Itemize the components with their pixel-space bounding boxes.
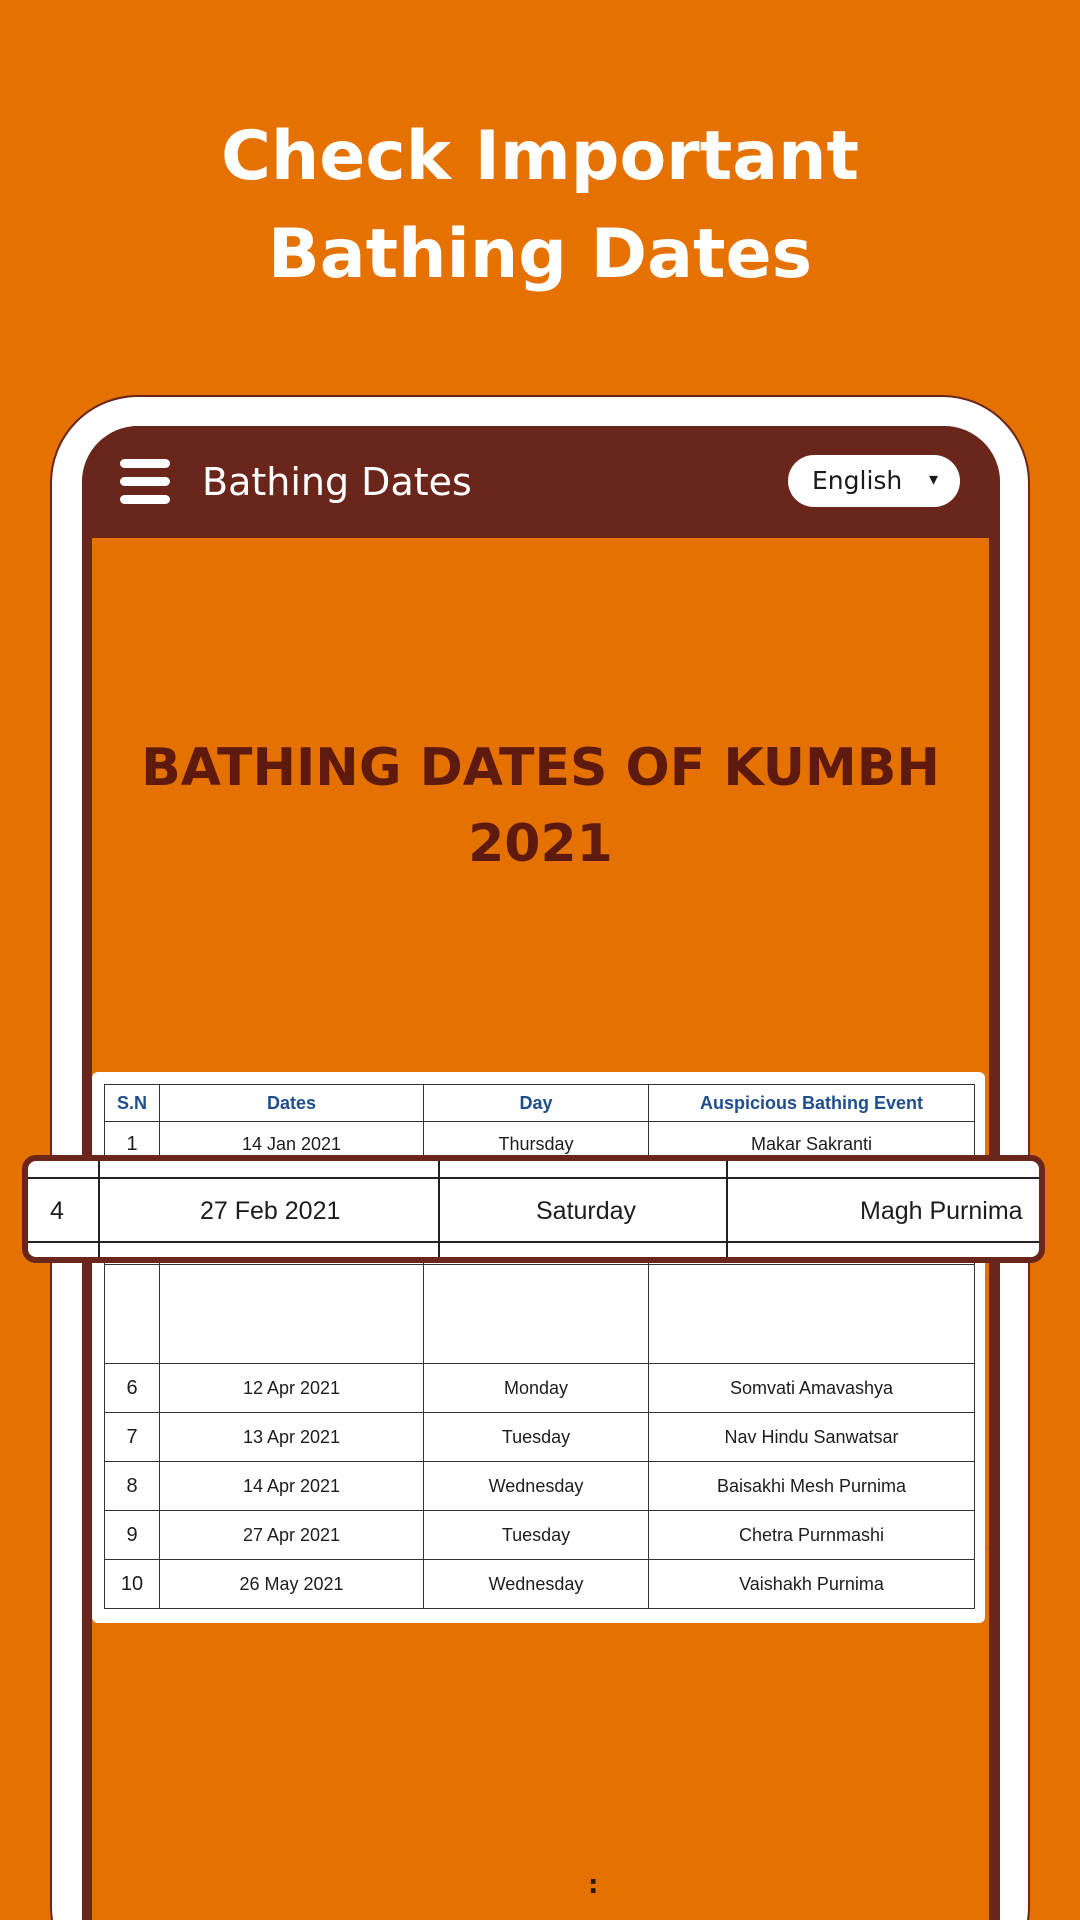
table-row (105, 1560, 975, 1609)
promo-headline (0, 108, 1080, 304)
cell-event: Chetra Purnmashi (649, 1511, 975, 1560)
column-divider (726, 1161, 728, 1257)
highlight-cell-sn: 4 (50, 1197, 64, 1225)
cell-event: Vaishakh Purnima (649, 1560, 975, 1609)
cell-sn: 10 (105, 1560, 160, 1609)
header-event: Auspicious Bathing Event (649, 1085, 975, 1122)
cell-day: Thursday (424, 1122, 649, 1167)
language-select[interactable] (788, 455, 960, 507)
cell-day: Wednesday (424, 1560, 649, 1609)
cell-date: 13 Apr 2021 (160, 1413, 424, 1462)
table-row (105, 1511, 975, 1560)
cell-date: 26 May 2021 (160, 1560, 424, 1609)
hamburger-menu-icon[interactable] (120, 459, 170, 505)
highlight-cell-event: Magh Purnima (860, 1197, 1023, 1225)
cell-event: Makar Sakranti (649, 1122, 975, 1167)
cell-date: 14 Jan 2021 (160, 1122, 424, 1167)
cell-obscured (105, 1265, 160, 1364)
highlight-cell-date: 27 Feb 2021 (200, 1197, 341, 1225)
cell-obscured (649, 1265, 975, 1364)
cell-sn: 8 (105, 1462, 160, 1511)
promo-line-1: Check Important (220, 117, 860, 196)
app-bar (82, 426, 1000, 538)
table-header-row (105, 1085, 975, 1122)
column-divider (98, 1161, 100, 1257)
cell-obscured (424, 1265, 649, 1364)
table-row (105, 1462, 975, 1511)
cell-day: Tuesday (424, 1413, 649, 1462)
column-divider (438, 1161, 440, 1257)
cell-event: Somvati Amavashya (649, 1364, 975, 1413)
language-selected-value: English (812, 466, 903, 495)
table-row (105, 1413, 975, 1462)
cell-sn: 1 (105, 1122, 160, 1167)
cell-day: Tuesday (424, 1511, 649, 1560)
row-divider (28, 1177, 1039, 1179)
highlighted-table-row (22, 1155, 1045, 1263)
table-row (105, 1364, 975, 1413)
cell-date: 12 Apr 2021 (160, 1364, 424, 1413)
cell-event: Nav Hindu Sanwatsar (649, 1413, 975, 1462)
bottom-indicator: : (588, 1870, 599, 1900)
header-dates: Dates (160, 1085, 424, 1122)
row-divider (28, 1241, 1039, 1243)
page-title-line-2: 2021 (468, 814, 613, 874)
chevron-down-icon: ▾ (928, 469, 938, 490)
cell-sn: 7 (105, 1413, 160, 1462)
header-day: Day (424, 1085, 649, 1122)
highlight-cell-day: Saturday (536, 1197, 637, 1225)
cell-day: Wednesday (424, 1462, 649, 1511)
header-sn: S.N (105, 1085, 160, 1122)
cell-day: Monday (424, 1364, 649, 1413)
cell-sn: 6 (105, 1364, 160, 1413)
page-title (92, 730, 989, 882)
app-bar-title: Bathing Dates (202, 460, 472, 504)
cell-date: 14 Apr 2021 (160, 1462, 424, 1511)
cell-event: Baisakhi Mesh Purnima (649, 1462, 975, 1511)
cell-obscured (160, 1265, 424, 1364)
promo-line-2: Bathing Dates (267, 215, 813, 294)
cell-sn: 9 (105, 1511, 160, 1560)
page-title-line-1: BATHING DATES OF KUMBH (141, 738, 940, 798)
table-row-obscured (105, 1265, 975, 1364)
cell-date: 27 Apr 2021 (160, 1511, 424, 1560)
